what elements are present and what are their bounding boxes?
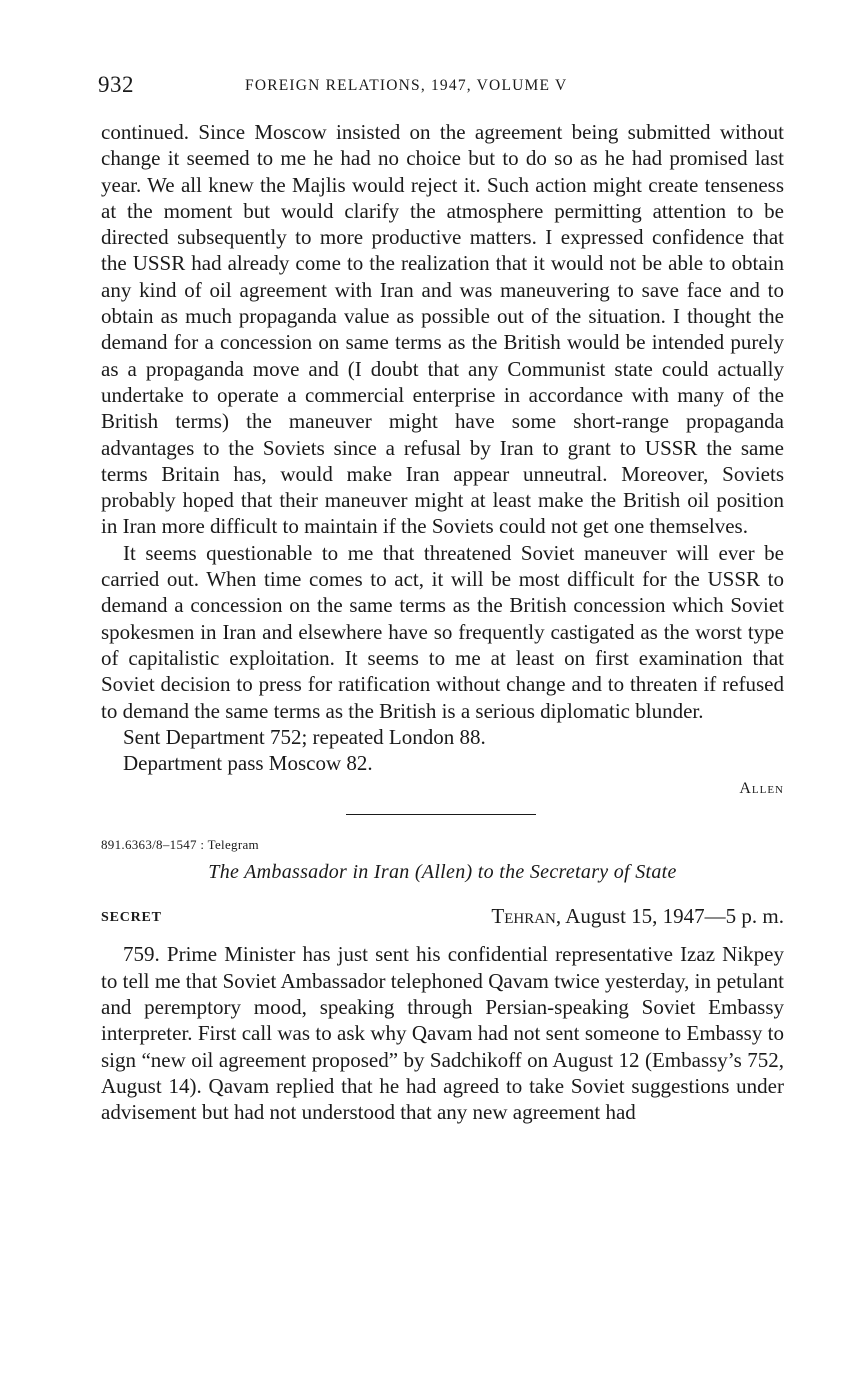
continued-paragraph: continued. Since Moscow insisted on the agreement being submitted without change it seemed to me he had no choice but to do so as he had promised last year. We all knew the Majlis would reject it. Such action might create tenseness at the moment but would clarify the atmosphere permitting attention to be directed subsequently to more productive matters. I expressed confidence that the USSR had already come to the realization that it would not be able to obtain any kind of oil agreement with Iran and was maneuvering to save face and to obtain as much propaganda value as possible out of the situation. I thought the demand for a concession on same terms as the British would be intended purely as a propaganda move and (I doubt that any Communist state could actually undertake to operate a commercial enterprise in accordance with many of the British terms) the maneuver might have some short-range propaganda advantages to the Soviets since a refusal by Iran to grant to USSR the same terms Britain has, would make Iran appear unneutral. Moreover, Soviets probably hoped that their maneuver might at least make the British oil position in Iran more difficult to maintain if the Soviets could not get one themselves. [101,120,784,539]
dateline [101,904,784,932]
telegram-paragraph: 759. Prime Minister has just sent his confidential representative Izaz Nikpey to tell me that Soviet Ambassador telephoned Qavam twice yesterday, in petulant and peremptory mood, speaking through Persian-speaking Soviet Embassy interpreter. First call was to ask why Qavam had not sent someone to Embassy to sign “new oil agreement proposed” by Sadchikoff on August 12 (Embassy’s 752, August 14). Qavam replied that he had agreed to take Soviet suggestions under advisement but had not understood that any new agreement had [101,942,784,1125]
document-page [98,72,784,1126]
place-date [491,904,784,929]
second-paragraph: It seems questionable to me that threatened Soviet maneuver will ever be carried out. When time comes to act, it will be most difficult for the USSR to demand a concession on the same terms as the British concession which Soviet spokesmen in Iran and elsewhere have so frequently castigated as the worst type of capitalistic exploitation. It seems to me at least on first examination that Soviet decision to press for ratification without change and to threaten if refused to demand the same terms as the British is a serious diplomatic blunder. [101,540,784,723]
classification-label: SECRET [101,910,162,926]
document-title: The Ambassador in Iran (Allen) to the Secretary of State [208,861,677,884]
place: Tehran [491,904,556,929]
pass-line: Department pass Moscow 82. [123,751,373,776]
section-divider [346,814,536,815]
file-reference: 891.6363/8–1547 : Telegram [101,837,259,853]
running-header [98,72,784,106]
signature: Allen [739,780,784,798]
sent-line: Sent Department 752; repeated London 88. [123,724,486,749]
date: , August 15, 1947—5 p. m. [555,904,784,929]
page-number: 932 [98,72,134,97]
running-title: FOREIGN RELATIONS, 1947, VOLUME V [245,77,568,94]
